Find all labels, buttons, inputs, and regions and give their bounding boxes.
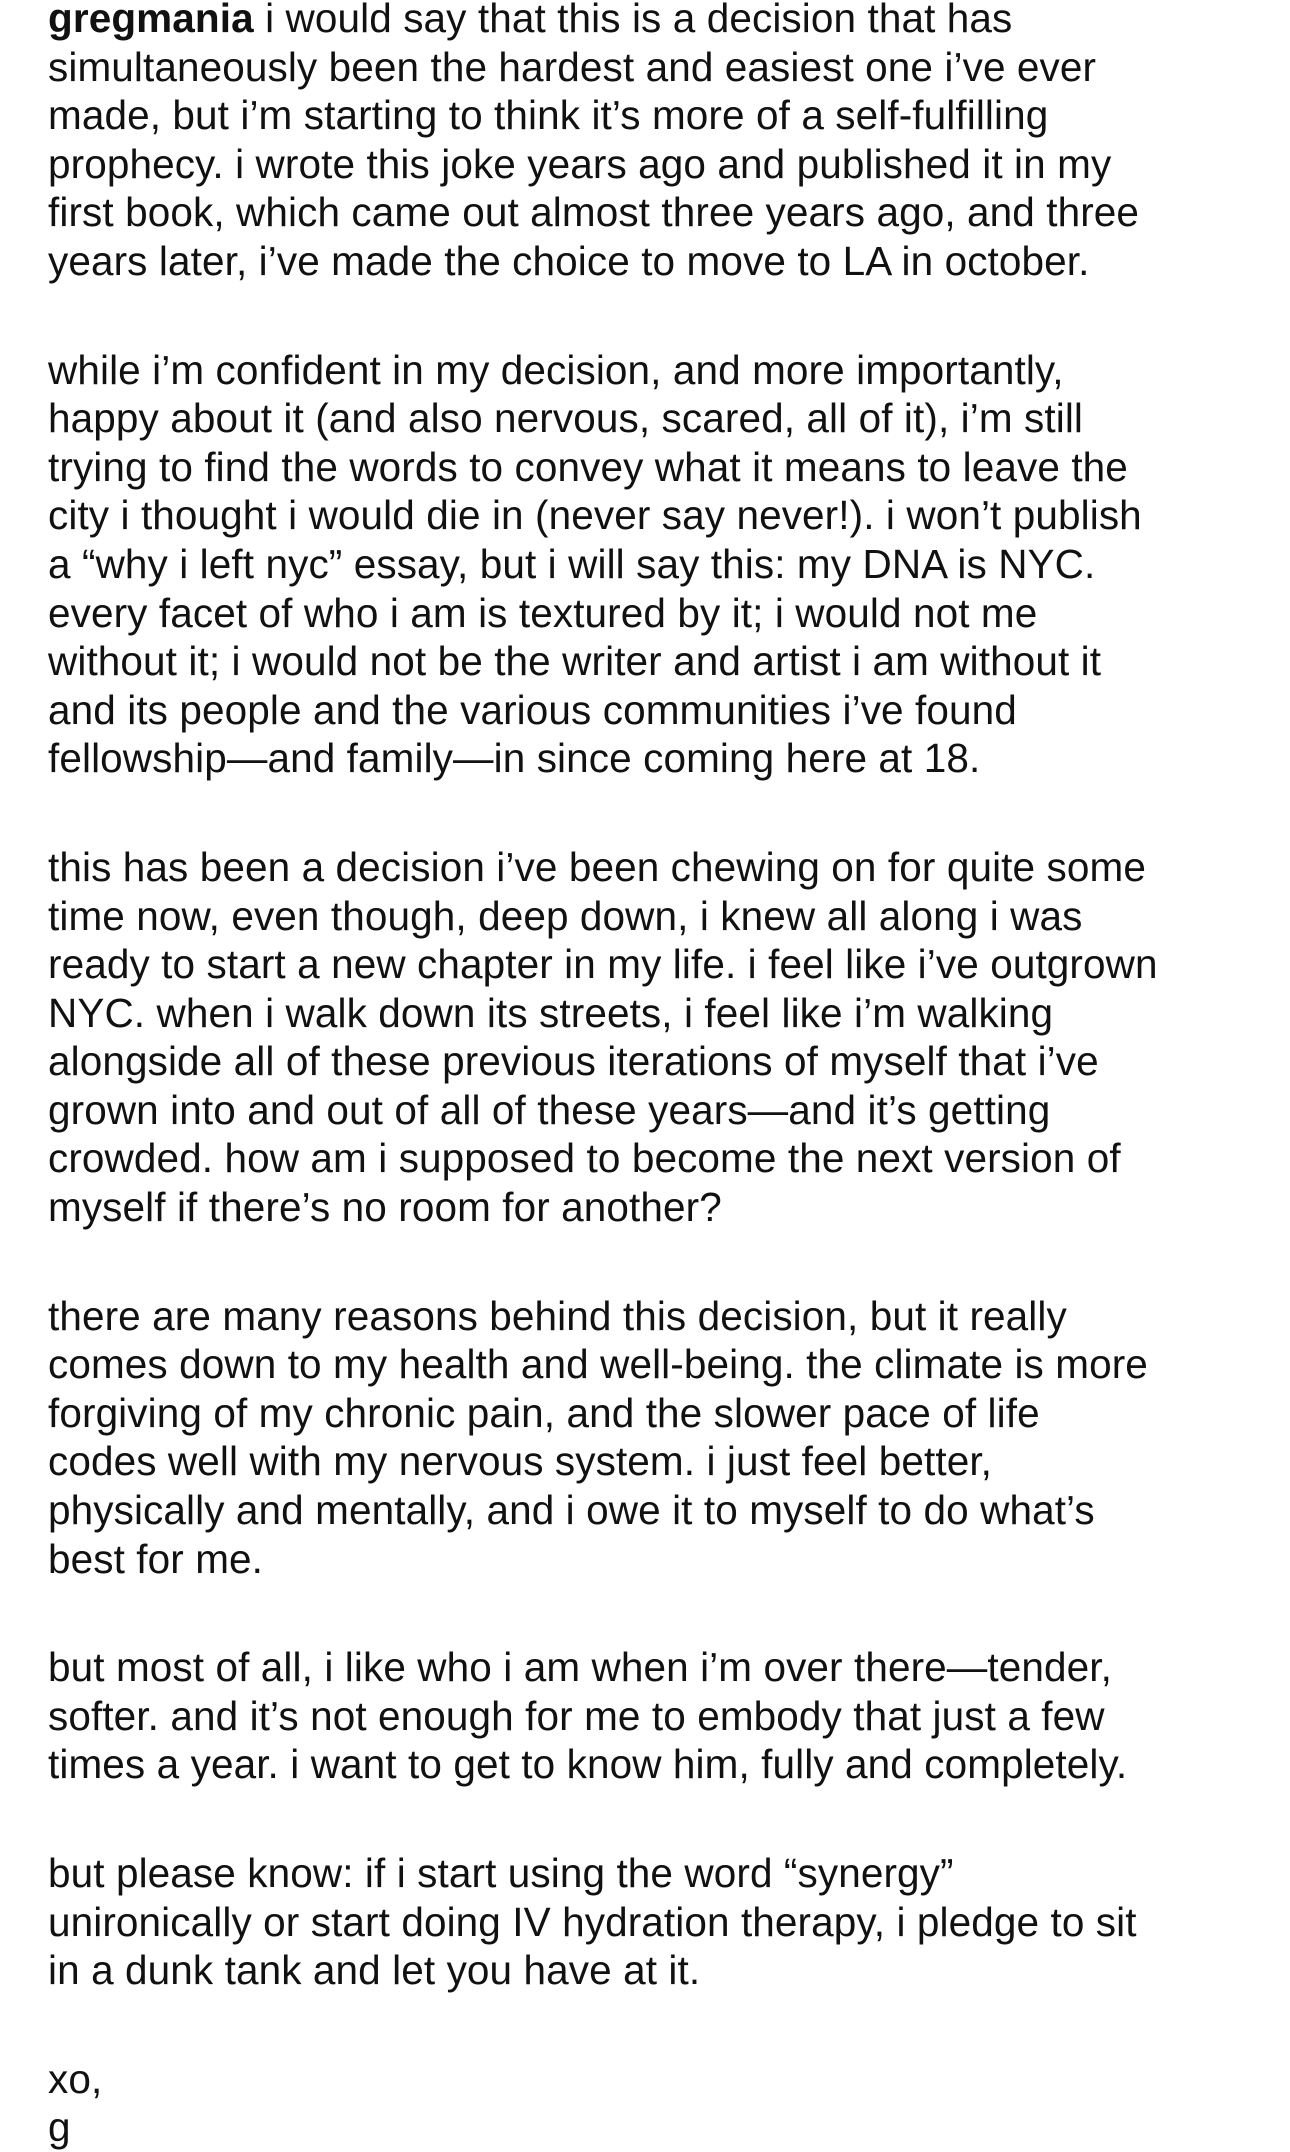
caption-paragraph-1-text: i would say that this is a decision that has simultaneously been the hardest and easiest one i’ve ever made, but i’m starting to think it’s more of a self-fulfilling prophecy. i wrote this joke years ago and published it in my first book, which came out almost three years ago, and three years later, i’ve made the choice to move to LA in october. xyxy=(48,0,1140,284)
post-caption xyxy=(48,0,1260,2152)
caption-paragraph-4: there are many reasons behind this decision, but it really comes down to my health and well-being. the climate is more forgiving of my chronic pain, and the slower pace of life codes well with my nervous system. i just feel better, physically and mentally, and i owe it to myself to do what’s best for me. xyxy=(48,1292,1148,1582)
caption-paragraph-5: but most of all, i like who i am when i’m over there—tender, softer. and it’s not enough for me to embody that just a few times a year. i want to get to know him, fully and completely. xyxy=(48,1644,1128,1788)
caption-paragraph-3: this has been a decision i’ve been chewing on for quite some time now, even though, deep down, i knew all along i was ready to start a new chapter in my life. i feel like i’ve outgrown NYC. when i walk down its streets, i feel like i’m walking alongside all of these previous iterations of myself that i’ve grown into and out of all of these years—and it’s getting crowded. how am i supposed to become the next version of myself if there’s no room for another? xyxy=(48,843,1158,1231)
caption-signoff: xo, g xyxy=(48,2055,103,2151)
caption-paragraph-6: but please know: if i start using the word “synergy” unironically or start doing IV hydration therapy, i pledge to sit in a dunk tank and let you have at it. xyxy=(48,1850,1137,1994)
caption-paragraph-2: while i’m confident in my decision, and more importantly, happy about it (and also nervous, scared, all of it), i’m still trying to find the words to convey what it means to leave the city i thought i would die in (never say never!). i won’t publish a “why i left nyc” essay, but i will say this: my DNA is NYC. every facet of who i am is textured by it; i would not me without it; i would not be the writer and artist i am without it and its people and the various communities i’ve found fellowship—and family—in since coming here at 18. xyxy=(48,346,1142,782)
caption-paragraph-1 xyxy=(48,0,1260,286)
username-link[interactable]: gregmania xyxy=(48,0,254,41)
